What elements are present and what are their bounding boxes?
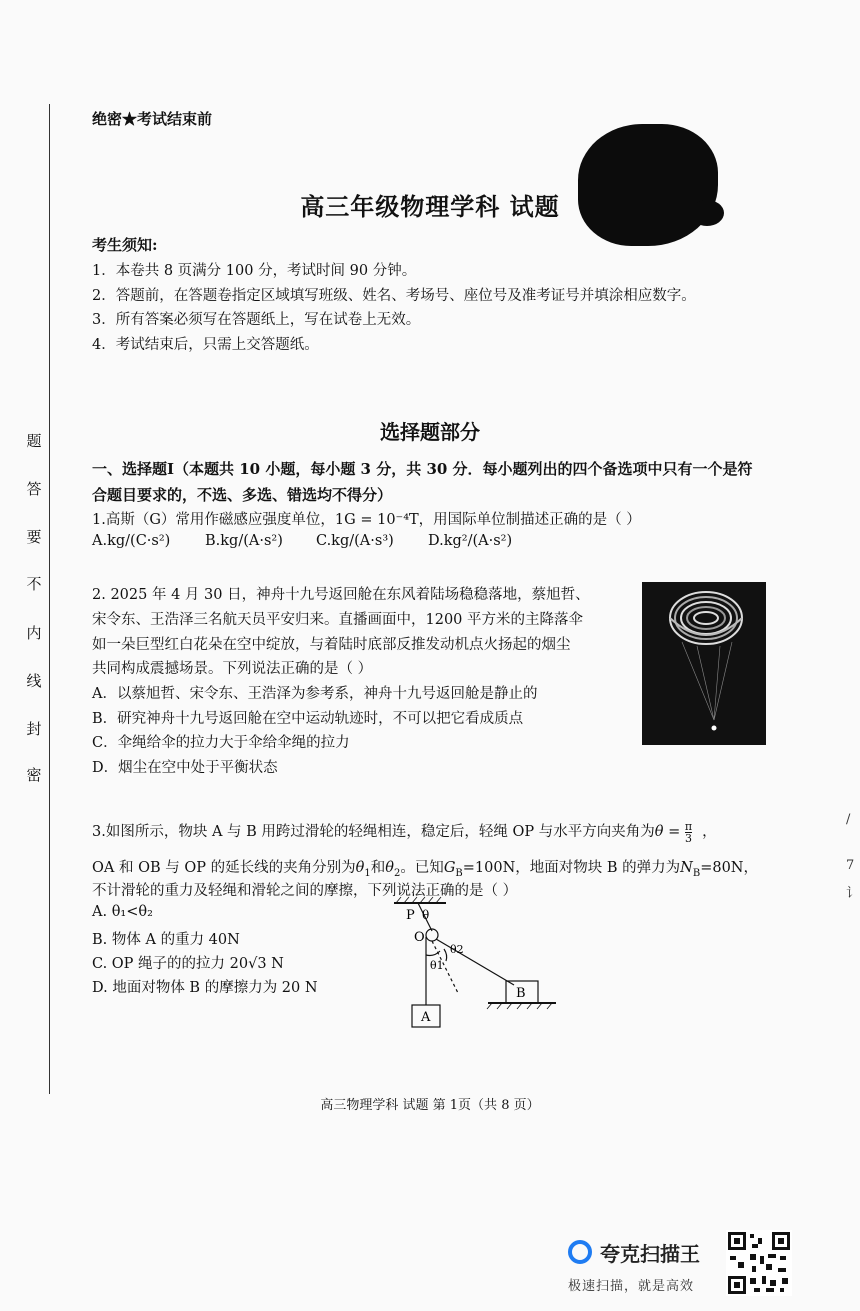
q3-option-c: C. OP 绳子的的拉力 20√3 N bbox=[92, 956, 284, 972]
binding-margin-line bbox=[49, 104, 50, 1094]
figure-label-theta2: θ2 bbox=[450, 943, 464, 956]
redaction-mark bbox=[690, 200, 724, 226]
q2-stem-line: 2. 2025 年 4 月 30 日，神舟十九号返回舱在东风着陆场稳稳落地，蔡旭哲、 bbox=[92, 587, 590, 603]
q1-stem: 1.高斯（G）常用作磁感应强度单位，1G = 10⁻⁴T，用国际单位制描述正确的是（ ） bbox=[92, 512, 641, 528]
side-text-char: 内 bbox=[26, 624, 42, 642]
notice-heading: 考生须知: bbox=[92, 236, 158, 254]
q3-theta-eq: θ = bbox=[654, 824, 685, 840]
side-text-char: 线 bbox=[26, 672, 42, 690]
scanner-logo-icon bbox=[568, 1240, 592, 1264]
redaction-mark bbox=[578, 124, 718, 246]
brand-slogan: 极速扫描，就是高效 bbox=[568, 1279, 695, 1294]
notice-item: 4．考试结束后，只需上交答题纸。 bbox=[92, 337, 319, 353]
q3-stem-line1 bbox=[92, 820, 717, 844]
q1-option-a: A.kg/(C·s²) bbox=[92, 533, 171, 549]
q2-stem-line: 共同构成震撼场景。下列说法正确的是（ ） bbox=[92, 661, 373, 677]
q3-sub: 2 bbox=[393, 867, 401, 879]
block-a-label: A bbox=[421, 1010, 431, 1025]
q3-text: =80N， bbox=[700, 860, 758, 876]
side-text-char: 封 bbox=[26, 720, 42, 738]
q1-option-d: D.kg²/(A·s²) bbox=[428, 533, 513, 549]
q3-theta2: θ bbox=[385, 860, 394, 876]
brand-name: 夸克扫描王 bbox=[600, 1242, 700, 1266]
q3-theta1: θ bbox=[355, 860, 365, 876]
q1-option-c: C.kg/(A·s³) bbox=[316, 533, 394, 549]
q2-option-b: B．研究神舟十九号返回舱在空中运动轨迹时，不可以把它看成质点 bbox=[92, 711, 524, 727]
q3-text: ， bbox=[702, 824, 717, 840]
side-text-char: 要 bbox=[26, 528, 42, 546]
q3-text: 。已知 bbox=[400, 860, 444, 876]
edge-fragment: 7 bbox=[846, 858, 855, 873]
q3-nb: N bbox=[680, 860, 693, 876]
q3-stem-line3: 不计滑轮的重力及轻绳和滑轮之间的摩擦，下列说法正确的是（ ） bbox=[92, 883, 518, 899]
q2-stem-line: 如一朵巨型红白花朵在空中绽放，与着陆时底部反推发动机点火扬起的烟尘 bbox=[92, 637, 571, 653]
side-text-char: 题 bbox=[26, 432, 42, 450]
notice-item: 2．答题前，在答题卷指定区域填写班级、姓名、考场号、座位号及准考证号并填涂相应数字。 bbox=[92, 288, 696, 304]
q3-text: OA 和 OB 与 OP 的延长线的夹角分别为 bbox=[92, 860, 356, 876]
q1-option-b: B.kg/(A·s²) bbox=[205, 533, 283, 549]
figure-label-theta1: θ1 bbox=[430, 959, 444, 972]
notice-item: 1．本卷共 8 页满分 100 分，考试时间 90 分钟。 bbox=[92, 263, 417, 279]
q3-text: 和 bbox=[370, 860, 386, 876]
q3-text: =100N，地面对物块 B 的弹力为 bbox=[462, 860, 681, 876]
part-heading-line: 合题目要求的，不选、多选、错选均不得分） bbox=[92, 486, 393, 504]
edge-fragment: 讠 bbox=[846, 886, 860, 901]
q3-text: 3.如图所示，物块 A 与 B 用跨过滑轮的轻绳相连，稳定后，轻绳 OP 与水平方向夹角为 bbox=[92, 824, 655, 840]
parachute-photo bbox=[642, 582, 766, 745]
q2-option-d: D．烟尘在空中处于平衡状态 bbox=[92, 760, 278, 776]
figure-label-theta: θ bbox=[422, 908, 430, 922]
side-text-char: 密 bbox=[26, 766, 42, 784]
q3-option-a: A. θ₁<θ₂ bbox=[92, 904, 153, 920]
q3-gb: G bbox=[443, 860, 456, 876]
side-text-char: 答 bbox=[26, 480, 42, 498]
q3-frac-den: 3 bbox=[684, 831, 692, 845]
q2-option-a: A．以蔡旭哲、宋令东、王浩泽为参考系，神舟十九号返回舱是静止的 bbox=[92, 686, 538, 702]
q3-sub: 1 bbox=[364, 867, 371, 879]
q3-option-b: B. 物体 A 的重力 40N bbox=[92, 932, 240, 948]
notice-item: 3．所有答案必须写在答题纸上，写在试卷上无效。 bbox=[92, 312, 421, 328]
block-b-label: B bbox=[516, 986, 526, 1001]
page-footer: 高三物理学科 试题 第 1页（共 8 页） bbox=[320, 1098, 540, 1113]
q3-sub: B bbox=[692, 867, 701, 879]
side-text-char: 不 bbox=[26, 575, 42, 593]
part-heading bbox=[92, 456, 792, 508]
part-heading-line: 一、选择题Ⅰ（本题共 10 小题，每小题 3 分，共 30 分．每小题列出的四个备选项中只有一个是符 bbox=[92, 460, 753, 478]
qr-code-icon bbox=[726, 1230, 792, 1296]
figure-label-p: P bbox=[406, 908, 415, 923]
q3-frac-num: π bbox=[684, 819, 693, 833]
q2-stem-line: 宋令东、王浩泽三名航天员平安归来。直播画面中，1200 平方米的主降落伞 bbox=[92, 612, 584, 628]
figure-label-o: O bbox=[414, 930, 425, 945]
edge-fragment: / bbox=[846, 812, 851, 827]
pulley-figure bbox=[388, 895, 560, 1030]
q2-option-c: C．伞绳给伞的拉力大于伞给伞绳的拉力 bbox=[92, 735, 350, 751]
confidential-label: 绝密★考试结束前 bbox=[92, 110, 213, 128]
q3-option-d: D. 地面对物体 B 的摩擦力为 20 N bbox=[92, 980, 318, 996]
section-title: 选择题部分 bbox=[380, 420, 480, 444]
q3-fraction bbox=[685, 821, 692, 844]
q3-sub: B bbox=[455, 867, 463, 879]
exam-title: 高三年级物理学科 试题 bbox=[300, 192, 560, 221]
q3-stem-line2 bbox=[92, 856, 758, 879]
